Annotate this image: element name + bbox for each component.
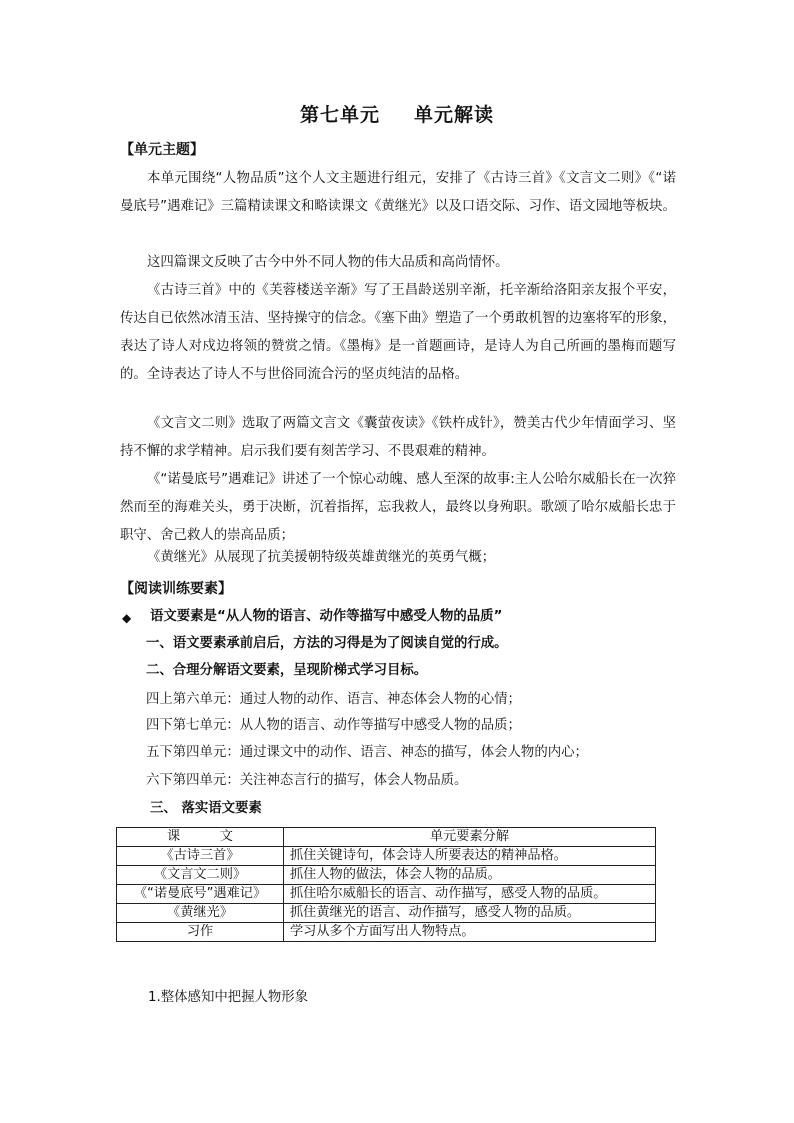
title-part1: 第七单元 <box>299 104 380 126</box>
table-cell-breakdown: 抓住哈尔威船长的语言、动作描写，感受人物的品质。 <box>284 885 656 904</box>
language-element-statement: 语文要素是“从人物的语言、动作等描写中感受人物的品质” <box>150 609 503 624</box>
table-row <box>117 847 656 866</box>
point-one: 一、语文要素承前启后，方法的习得是为了阅读自觉的行成。 <box>146 636 508 651</box>
table-row <box>117 923 656 942</box>
unit-line: 五下第四单元：通过课文中的动作、语言、神态的描写，体会人物的内心； <box>146 745 588 760</box>
point-two: 二、合理分解语文要素，呈现阶梯式学习目标。 <box>146 663 428 678</box>
unit-line: 六下第四单元：关注神态言行的描写，体会人物品质。 <box>146 773 468 788</box>
table-row <box>117 904 656 923</box>
element-breakdown-table <box>116 827 656 942</box>
table-cell-text: 《文言文二则》 <box>117 866 284 885</box>
section-heading-unit-theme: 【单元主题】 <box>120 142 204 158</box>
header-cell-breakdown: 单元要素分解 <box>284 828 656 847</box>
table-cell-breakdown: 抓住人物的做法，体会人物的品质。 <box>284 866 656 885</box>
table-row <box>117 885 656 904</box>
section-heading-reading-elements: 【阅读训练要素】 <box>120 581 232 597</box>
table-row <box>117 866 656 885</box>
table-header-row <box>117 828 656 847</box>
page-title <box>0 100 794 127</box>
title-part2: 单元解读 <box>414 104 495 126</box>
paragraph-summary: 这四篇课文反映了古今中外不同人物的伟大品质和高尚情怀。 <box>147 255 509 270</box>
table-cell-breakdown: 学习从多个方面写出人物特点。 <box>284 923 656 942</box>
paragraph-poems: 《古诗三首》中的《芙蓉楼送辛渐》写了王昌龄送别辛渐，托辛渐给洛阳亲友报个平安，传达自已依然冰清玉洁、坚持操守的信念。《塞下曲》塑造了一个勇敢机智的边塞将军的形象，表达了诗人对戍边将领的赞赏之情。《墨梅》是一首题画诗，是诗人为自己所画的墨梅而题写的。全诗表达了诗人不与世俗同流合污的坚贞纯洁的品格。 <box>120 283 676 382</box>
table-cell-breakdown: 抓住黄继光的语言、动作描写，感受人物的品质。 <box>284 904 656 923</box>
paragraph-huang-jiguang: 《黄继光》从展现了抗美援朝特级英雄黄继光的英勇气概； <box>147 550 496 565</box>
diamond-bullet-icon: ◆ <box>122 611 132 625</box>
table-cell-breakdown: 抓住关键诗句，体会诗人所要表达的精神品格。 <box>284 847 656 866</box>
paragraph-normandy: 《“诺曼底号”遇难记》讲述了一个惊心动魄、感人至深的故事:主人公哈尔威船长在一次猝然而至的海难关头，勇于决断，沉着指挥，忘我救人，最终以身殉职。歌颂了哈尔威船长忠于职守、舍己救人的崇高品质； <box>120 472 676 543</box>
table-cell-text: 《黄继光》 <box>117 904 284 923</box>
unit-line: 四上第六单元：通过人物的动作、语言、神态体会人物的心情； <box>146 692 521 707</box>
table-cell-text: 《古诗三首》 <box>117 847 284 866</box>
point-three: 三、 落实语文要素 <box>150 801 262 816</box>
paragraph-classical: 《文言文二则》选取了两篇文言文《囊萤夜读》《铁杵成针》，赞美古代少年情面学习、坚持不懈的求学精神。启示我们要有刻苦学习、不畏艰难的精神。 <box>120 416 676 459</box>
paragraph-intro: 本单元围绕“人物品质”这个人文主题进行组元，安排了《古诗三首》《文言文二则》《“诺曼底号”遇难记》三篇精读课文和略读课文《黄继光》以及口语交际、习作、语文园地等板块。 <box>120 171 676 214</box>
table-cell-text: 《“诺曼底号”遇难记》 <box>117 885 284 904</box>
numbered-item: 1.整体感知中把握人物形象 <box>148 990 309 1005</box>
unit-line: 四下第七单元：从人物的语言、动作等描写中感受人物的品质； <box>146 718 521 733</box>
header-cell-text: 课 文 <box>117 828 284 847</box>
table-cell-text: 习作 <box>117 923 284 942</box>
